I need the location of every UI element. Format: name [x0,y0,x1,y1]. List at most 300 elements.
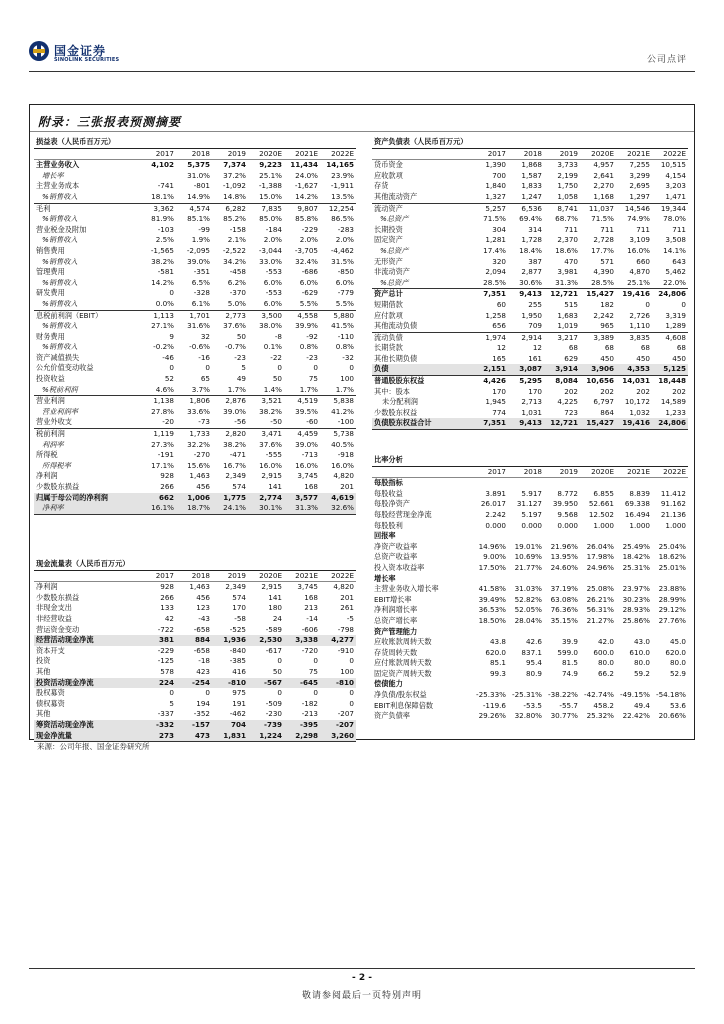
row-label: 净利率 [34,503,140,514]
table-row [34,171,356,182]
row-value: -395 [284,720,320,731]
row-value: -1,565 [150,245,174,255]
row-value: 26.017 [480,499,506,509]
row-value: 31.3% [284,503,320,514]
row-value: 28.93% [622,605,650,615]
row-value: 133 [160,603,174,613]
row-value: 1,840 [485,181,506,191]
row-value: 194 [196,698,210,708]
row-value: -810 [212,678,248,689]
row-value: -283 [337,224,354,234]
row-value: 6.1% [191,298,210,308]
row-label: 研发费用 [36,288,65,298]
row-label: 营运资金变动 [36,624,80,634]
ratio-group-header [372,627,688,638]
row-value: 6.0% [335,277,354,287]
row-value: 14,031 [616,376,652,387]
row-value: -555 [265,450,282,460]
row-value: 5,295 [508,376,544,387]
ratio-group-header [372,531,688,542]
row-label: 未分配利润 [382,397,418,407]
row-value: 2.0% [335,235,354,245]
row-value: -207 [337,709,354,719]
row-value: 4,459 [284,429,320,440]
balance-title-text: 资产负债表（人民币百万元） [372,137,688,148]
row-value: 5,125 [652,364,688,375]
row-label: 非现金支出 [36,603,72,613]
year-header-row [372,148,688,160]
row-value: 0.000 [557,520,578,530]
row-value: 52 [164,374,174,384]
row-value: 21.96% [550,541,578,551]
table-row [34,246,356,257]
row-value: 6,797 [593,397,614,407]
row-value: 700 [492,170,506,180]
row-value: 1,168 [593,191,614,201]
row-value: 4,820 [333,471,354,481]
row-value: 0.0% [155,298,174,308]
ratio-group-name: 增长率 [374,573,396,583]
row-value: 574 [232,592,246,602]
row-value: 80.9 [525,668,542,678]
row-value: 381 [140,635,176,646]
row-value: -191 [157,450,174,460]
row-value: 314 [528,224,542,234]
row-value: 255 [528,299,542,309]
ratio-group-name: 每股指标 [374,478,403,488]
row-value: 52.9 [669,668,686,678]
row-value: 0.000 [485,520,506,530]
table-row [372,669,688,680]
year-header-cell: 2019 [212,570,248,582]
row-value: 24.96% [586,562,614,572]
row-value: 8.772 [557,488,578,498]
row-value: 1,058 [557,191,578,201]
row-value: 4,619 [320,493,356,504]
row-value: 25.01% [658,562,686,572]
row-value: 837.1 [521,647,542,657]
row-value: 85.0% [259,214,282,224]
row-value: 25.08% [586,584,614,594]
row-value: 2,641 [593,170,614,180]
row-value: 2,199 [557,170,578,180]
row-value: 0 [349,688,354,698]
row-label: 负债 [372,364,472,375]
row-value: -741 [157,181,174,191]
row-value: 2,773 [212,310,248,321]
row-label: 固定资产 [374,235,403,245]
year-header-cell: 2022E [320,148,356,160]
row-value: 16.1% [140,503,176,514]
row-value: 0 [277,363,282,373]
row-value: -1,627 [294,181,318,191]
row-value: 20.66% [658,711,686,721]
row-value: 450 [636,353,650,363]
row-value: 1,945 [485,397,506,407]
row-value: 0 [205,688,210,698]
row-label: %销售收入 [42,214,78,224]
row-value: 3,338 [284,635,320,646]
row-label: 每股收益 [374,488,403,498]
row-value: 52.82% [514,594,542,604]
row-value: 27.76% [658,615,686,625]
row-value: 4,154 [665,170,686,180]
table-row [372,658,688,669]
row-value: 24,806 [652,289,688,300]
row-value: 168 [304,592,318,602]
row-value: 711 [564,224,578,234]
year-header-cell: 2018 [508,466,544,478]
table-row [372,364,688,375]
row-value: 0.1% [263,342,282,352]
row-label: %销售收入 [42,191,78,201]
row-value: 2.0% [263,235,282,245]
row-value: 17.50% [478,562,506,572]
table-row [34,667,356,678]
row-value: 5 [241,363,246,373]
row-value: -158 [229,224,246,234]
row-value: -58 [234,613,246,623]
table-row [372,267,688,278]
document-type: 公司点评 [646,55,687,65]
table-row [34,299,356,310]
row-value: 3,471 [248,429,284,440]
row-value: 38.2% [259,406,282,416]
row-value: 14.2% [295,191,318,201]
row-value: 95.4 [525,658,542,668]
row-value: -779 [337,288,354,298]
row-value: 100 [340,374,354,384]
table-row [372,321,688,332]
row-value: 25.86% [622,615,650,625]
year-header-cell: 2019 [544,466,580,478]
row-value: 24.60% [550,562,578,572]
row-label: 净利润 [36,471,58,481]
row-label: 长期投资 [374,224,403,234]
row-value: 18.62% [658,552,686,562]
row-value: 123 [196,603,210,613]
row-value: 33.0% [259,256,282,266]
row-value: 2,915 [261,582,282,592]
row-value: -125 [157,656,174,666]
row-value: 6.2% [227,277,246,287]
row-label: 主营业务收入 [36,160,80,170]
year-header-cell: 2017 [140,148,176,160]
row-value: 21.77% [514,562,542,572]
row-value: 4,574 [176,203,212,214]
table-row [34,321,356,332]
row-value: 69.338 [624,499,650,509]
table-row [34,417,356,428]
row-value: 1,750 [557,181,578,191]
row-value: 30.77% [550,711,578,721]
row-value: 38.2% [151,256,174,266]
row-value: 41.58% [478,584,506,594]
row-value: 76.36% [550,605,578,615]
row-value: -658 [193,624,210,634]
row-value: 0.8% [335,342,354,352]
row-value: 1,806 [176,396,212,407]
row-value: 8.839 [629,488,650,498]
row-label: %销售收入 [42,321,78,331]
row-value: 4,558 [284,310,320,321]
row-label: 息税前利润（EBIT） [34,310,140,321]
row-value: 213 [304,603,318,613]
row-label: 营业利润率 [42,406,78,416]
disclaimer-note: 敬请参阅最后一页特别声明 [301,991,422,1001]
row-value: -18 [198,656,210,666]
table-row [34,461,356,472]
row-value: -5 [346,613,354,623]
row-value: 170 [232,603,246,613]
row-label: 资产负债率 [374,711,410,721]
cashflow-title [34,559,356,570]
row-value: -50 [270,417,282,427]
row-value: -722 [157,624,174,634]
table-row [34,385,356,396]
year-header-cell: 2020E [580,466,616,478]
table-row [372,278,688,289]
row-value: 68 [604,343,614,353]
row-label: 净利润 [36,582,58,592]
row-value: 28.5% [591,277,614,287]
row-value: 49 [236,374,246,384]
row-value: -16 [198,352,210,362]
year-header-cell: 2021E [284,148,320,160]
row-value: 0 [313,656,318,666]
table-row [34,678,356,689]
row-value: 18.7% [176,503,212,514]
row-value: 37.19% [550,584,578,594]
row-value: 3,745 [297,582,318,592]
row-value: 91.162 [660,499,686,509]
row-value: 864 [600,407,614,417]
row-value: 2,713 [521,397,542,407]
year-header-cell: 2018 [508,148,544,160]
row-value: -0.6% [189,342,210,352]
row-value: 473 [176,731,212,742]
row-value: 7,351 [472,289,508,300]
row-value: 5,462 [665,267,686,277]
row-value: 1,974 [472,332,508,343]
row-value: 662 [140,493,176,504]
row-value: 5,838 [320,396,356,407]
row-label: %税前利润 [42,384,78,394]
table-row [34,192,356,203]
appendix-title-divider [30,131,694,132]
row-value: 1,833 [521,181,542,191]
row-value: 31.6% [187,321,210,331]
row-value: 4,957 [593,160,614,170]
table-row [34,656,356,667]
row-value: 1,701 [176,310,212,321]
row-value: 10.69% [514,552,542,562]
row-value: -525 [229,624,246,634]
table-row [34,396,356,407]
row-value: 16.0% [627,245,650,255]
row-value: 1,463 [189,471,210,481]
row-value: 39.0% [187,256,210,266]
row-value: 25.49% [622,541,650,551]
table-row [34,482,356,493]
row-value: 24,806 [652,418,688,429]
row-value: -458 [229,267,246,277]
row-value: 9,807 [284,203,320,214]
table-row [34,160,356,171]
row-value: 43.0 [633,637,650,647]
table-row [372,584,688,595]
cashflow-table [34,559,356,742]
cashflow-title-text: 现金流量表（人民币百万元） [34,559,356,570]
row-value: 0.8% [299,342,318,352]
row-value: 80.0 [669,658,686,668]
row-value: 0 [277,688,282,698]
row-value: -1,092 [222,181,246,191]
row-value: 2,726 [629,310,650,320]
row-value: 27.3% [151,439,174,449]
row-value: 50 [272,666,282,676]
row-value: 6,536 [508,203,544,214]
row-value: 18.1% [151,191,174,201]
table-row [34,267,356,278]
row-label: 营业利润 [34,396,140,407]
row-value: 23.97% [622,584,650,594]
row-value: 600.0 [593,647,614,657]
row-value: 39.9% [295,321,318,331]
row-value: 320 [492,256,506,266]
row-value: 42.6 [525,637,542,647]
year-header-blank [372,148,472,160]
row-value: 18.4% [519,245,542,255]
row-value: 141 [268,482,282,491]
row-value: -3,705 [294,245,318,255]
row-value: 7,255 [629,160,650,170]
row-value: 39.9 [561,637,578,647]
row-value: 6.5% [191,277,210,287]
row-value: -385 [229,656,246,666]
row-value: 2.0% [299,235,318,245]
row-value: 8,084 [544,376,580,387]
row-value: -230 [265,709,282,719]
row-value: -471 [229,450,246,460]
table-row [34,625,356,636]
table-row [34,310,356,321]
footer-divider [29,968,695,969]
row-label: 营业外收支 [36,417,72,427]
row-value: 32.80% [514,711,542,721]
row-value: 75 [308,666,318,676]
row-value: 10,656 [580,376,616,387]
row-value: 5,738 [320,429,356,440]
row-label: 少数股东损益 [36,592,80,602]
row-value: 5.197 [521,509,542,519]
row-label: 公允价值变动收益 [36,363,94,373]
row-value: 1.9% [191,235,210,245]
row-value: 2,914 [508,332,544,343]
row-value: 0 [681,299,686,309]
brand-name-en: SINOLINK SECURITIES [54,57,120,63]
row-value: 5.5% [335,298,354,308]
row-label: 净负债/股东权益 [374,690,427,700]
row-value: 32.6% [320,503,356,514]
row-value: 456 [196,592,210,602]
row-label: 固定资产周转天数 [374,668,432,678]
table-row [372,616,688,627]
table-row [34,363,356,374]
row-value: 3,217 [544,332,580,343]
row-value: 3,508 [665,235,686,245]
row-value: 75 [308,374,318,384]
row-value: 2,820 [212,429,248,440]
row-value: 50 [236,331,246,341]
row-value: 3,203 [665,181,686,191]
row-label: 普通股股东权益 [372,376,472,387]
row-value: -92 [306,331,318,341]
table-row [372,311,688,322]
row-value: 7,374 [223,160,246,170]
row-label: 应收账款周转天数 [374,637,432,647]
row-value: 2,349 [225,582,246,592]
row-value: 0 [349,698,354,708]
row-label: 营业税金及附加 [36,224,87,234]
row-value: 3,521 [248,396,284,407]
table-row [372,595,688,606]
row-value: 711 [636,224,650,234]
row-value: -3,044 [258,245,282,255]
table-row [372,387,688,398]
row-value: 19.01% [514,541,542,551]
appendix-frame [29,104,695,740]
row-value: 68 [568,343,578,353]
row-value: 28.04% [514,615,542,625]
table-row [372,701,688,712]
row-label: 其他 [36,709,51,719]
row-value: 17.4% [483,245,506,255]
row-value [140,171,176,182]
row-label: %销售收入 [42,235,78,245]
row-label: 每股股利 [374,520,403,530]
row-value: -0.2% [153,342,174,352]
row-value: 6.0% [299,277,318,287]
row-value: -589 [265,624,282,634]
row-value: 16.0% [295,460,318,470]
table-row [34,278,356,289]
row-label: 其中：股本 [374,386,410,396]
income-title [34,137,356,148]
source-note: 来源：公司年报、国金证券研究所 [37,742,150,751]
row-value: 273 [140,731,176,742]
row-value: 18.42% [622,552,650,562]
table-row [34,720,356,731]
row-value: 0 [169,363,174,373]
table-row [34,503,356,514]
row-value: -462 [229,709,246,719]
row-label: %销售收入 [42,277,78,287]
row-label: EBIT利息保障倍数 [374,700,434,710]
row-value: -328 [193,288,210,298]
row-value: 85.2% [223,214,246,224]
row-value: 85.1% [187,214,210,224]
row-value: 202 [636,386,650,396]
row-value: 0 [277,656,282,666]
row-label: 其他流动资产 [374,191,418,201]
row-label: 其他流动负债 [374,321,418,331]
row-label: 每股经营现金净流 [374,509,432,519]
row-value: 81.5 [561,658,578,668]
row-value: 3,260 [320,731,356,742]
row-value: 450 [600,353,614,363]
row-value: 423 [196,666,210,676]
